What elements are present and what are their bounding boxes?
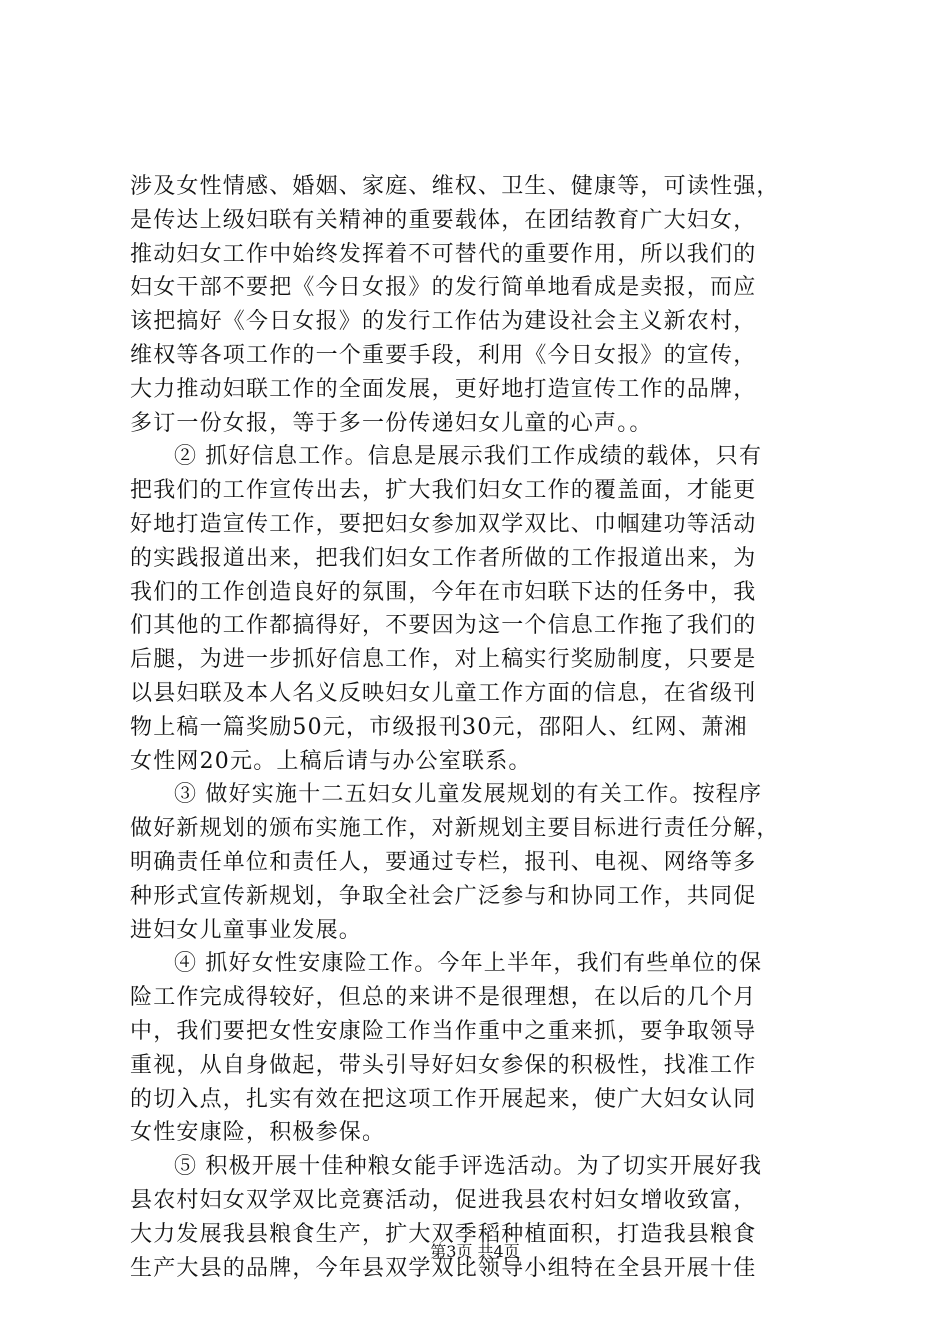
page-footer	[0, 1242, 950, 1262]
text-line: 物上稿一篇奖励50元，市级报刊30元，邵阳人、红网、萧湘	[130, 714, 748, 740]
text-line: 后腿，为进一步抓好信息工作，对上稿实行奖励制度，只要是	[130, 647, 757, 673]
text-line: 女性网20元。上稿后请与办公室联系。	[130, 748, 532, 774]
text-line: 大力发展我县粮食生产，扩大双季稻种植面积，打造我县粮食	[130, 1221, 757, 1247]
text-line: 种形式宣传新规划，争取全社会广泛参与和协同工作，共同促	[130, 883, 757, 909]
paragraph-start-line: ③ 做好实施十二五妇女儿童发展规划的有关工作。按程序	[174, 782, 763, 808]
paragraph-start-line: ④ 抓好女性安康险工作。今年上半年，我们有些单位的保	[174, 951, 763, 977]
text-line: 生产大县的品牌，今年县双学双比领导小组特在全县开展十佳	[130, 1255, 757, 1281]
paragraph-start-line: ② 抓好信息工作。信息是展示我们工作成绩的载体，只有	[174, 444, 763, 470]
text-line: 推动妇女工作中始终发挥着不可替代的重要作用，所以我们的	[130, 241, 757, 267]
text-line: 做好新规划的颁布实施工作，对新规划主要目标进行责任分解，	[130, 816, 780, 842]
text-line: 险工作完成得较好，但总的来讲不是很理想，在以后的几个月	[130, 985, 757, 1011]
text-line: 进妇女儿童事业发展。	[130, 917, 363, 943]
text-line: 的实践报道出来，把我们妇女工作者所做的工作报道出来，为	[130, 545, 757, 571]
text-line: 中，我们要把女性安康险工作当作重中之重来抓，要争取领导	[130, 1018, 757, 1044]
text-line: 涉及女性情感、婚姻、家庭、维权、卫生、健康等，可读性强，	[130, 174, 780, 199]
text-line: 女性安康险，积极参保。	[130, 1120, 386, 1146]
text-line: 该把搞好《今日女报》的发行工作估为建设社会主义新农村，	[130, 309, 757, 335]
text-line: 们其他的工作都搞得好，不要因为这一个信息工作拖了我们的	[130, 613, 757, 639]
text-line: 的切入点，扎实有效在把这项工作开展起来，使广大妇女认同	[130, 1086, 757, 1112]
text-line: 大力推动妇联工作的全面发展，更好地打造宣传工作的品牌，	[130, 376, 757, 402]
text-line: 以县妇联及本人名义反映妇女儿童工作方面的信息，在省级刊	[130, 680, 757, 706]
text-line: 妇女干部不要把《今日女报》的发行简单地看成是卖报，而应	[130, 275, 757, 301]
text-line: 好地打造宣传工作，要把妇女参加双学双比、巾帼建功等活动	[130, 511, 757, 537]
paragraph-start-line: ⑤ 积极开展十佳种粮女能手评选活动。为了切实开展好我	[174, 1154, 763, 1180]
page-number-label: 第3页 共4页	[430, 1242, 520, 1261]
text-line: 县农村妇女双学双比竞赛活动，促进我县农村妇女增收致富，	[130, 1187, 757, 1213]
document-body	[130, 170, 830, 1285]
text-line: 维权等各项工作的一个重要手段，利用《今日女报》的宣传，	[130, 342, 757, 368]
text-line: 重视，从自身做起，带头引导好妇女参保的积极性，找准工作	[130, 1052, 757, 1078]
text-line: 把我们的工作宣传出去，扩大我们妇女工作的覆盖面，才能更	[130, 478, 757, 504]
text-line: 我们的工作创造良好的氛围，今年在市妇联下达的任务中，我	[130, 579, 757, 605]
text-line: 多订一份女报，等于多一份传递妇女儿童的心声。。	[130, 410, 653, 436]
text-line: 是传达上级妇联有关精神的重要载体，在团结教育广大妇女，	[130, 207, 757, 233]
text-line: 明确责任单位和责任人，要通过专栏，报刊、电视、网络等多	[130, 849, 757, 875]
